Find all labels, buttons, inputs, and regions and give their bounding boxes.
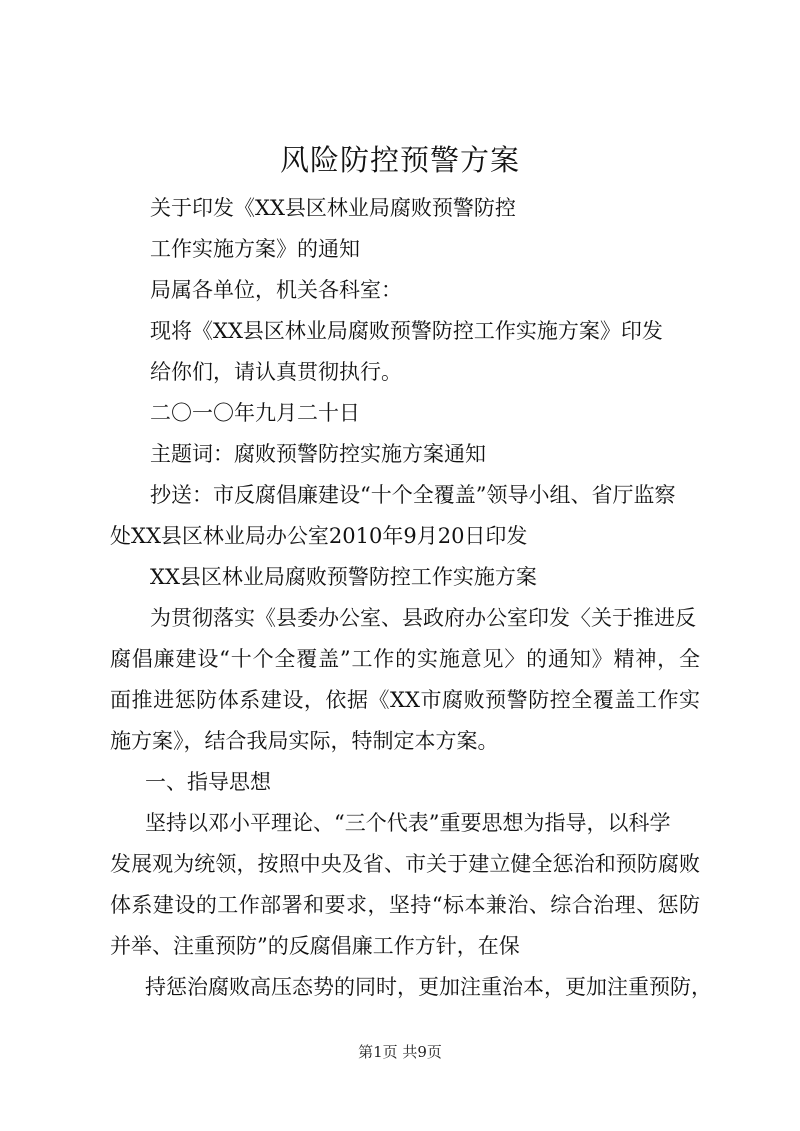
cc-line-2: 处XX县区林业局办公室2010年9月20日印发 bbox=[110, 524, 528, 548]
plan-heading: XX县区林业局腐败预警防控工作实施方案 bbox=[150, 565, 537, 589]
notice-title-line-2: 工作实施方案》的通知 bbox=[150, 237, 360, 261]
guiding-paragraph-line-3: 体系建设的工作部署和要求，坚持“标本兼治、综合治理、惩防 bbox=[110, 893, 700, 917]
page-footer: 第1页 共9页 bbox=[358, 1043, 442, 1061]
intro-paragraph-line-4: 施方案》，结合我局实际，特制定本方案。 bbox=[110, 729, 499, 753]
guiding-paragraph-line-2: 发展观为统领，按照中央及省、市关于建立健全惩治和预防腐败 bbox=[110, 852, 700, 876]
subject-words: 主题词：腐败预警防控实施方案通知 bbox=[150, 442, 486, 466]
notice-date: 二〇一〇年九月二十日 bbox=[150, 401, 360, 425]
document-title: 风险防控预警方案 bbox=[279, 143, 520, 177]
salutation: 局属各单位，机关各科室： bbox=[150, 278, 402, 302]
notice-title-line-1: 关于印发《XX县区林业局腐败预警防控 bbox=[150, 196, 516, 220]
section-heading-guiding-ideology: 一、指导思想 bbox=[145, 770, 271, 794]
next-paragraph-line-1: 持惩治腐败高压态势的同时，更加注重治本，更加注重预防， bbox=[145, 975, 712, 999]
intro-paragraph-line-2: 腐倡廉建设“十个全覆盖”工作的实施意见〉的通知》精神，全 bbox=[110, 647, 700, 671]
notice-body-line-2: 给你们，请认真贯彻执行。 bbox=[150, 360, 402, 384]
guiding-paragraph-line-4: 并举、注重预防”的反腐倡廉工作方针，在保 bbox=[110, 934, 520, 958]
cc-line-1: 抄送：市反腐倡廉建设“十个全覆盖”领导小组、省厅监察 bbox=[150, 483, 676, 507]
intro-paragraph-line-1: 为贯彻落实《县委办公室、县政府办公室印发〈关于推进反 bbox=[150, 606, 696, 630]
notice-body-line-1: 现将《XX县区林业局腐败预警防控工作实施方案》印发 bbox=[150, 319, 663, 343]
guiding-paragraph-line-1: 坚持以邓小平理论、“三个代表”重要思想为指导，以科学 bbox=[145, 811, 671, 835]
intro-paragraph-line-3: 面推进惩防体系建设，依据《XX市腐败预警防控全覆盖工作实 bbox=[110, 688, 700, 712]
